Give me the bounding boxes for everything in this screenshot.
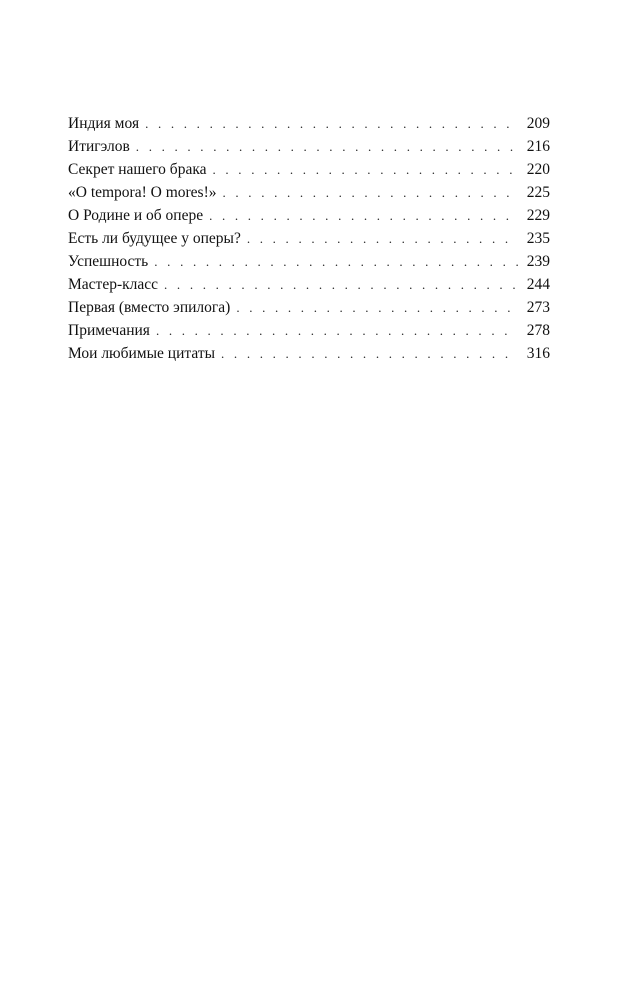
- toc-entry: [68, 204, 550, 227]
- toc-entry: [68, 296, 550, 319]
- toc-entry-title: О Родине и об опере: [68, 207, 204, 224]
- dot-leader: [213, 158, 519, 181]
- dot-leader: [136, 135, 518, 158]
- toc-entry: [68, 158, 550, 181]
- toc-entry-page-number: 216: [526, 138, 550, 155]
- table-of-contents: [68, 112, 550, 365]
- dot-leader: [221, 342, 518, 365]
- toc-entry: [68, 112, 550, 135]
- toc-entry: [68, 181, 550, 204]
- toc-entry: [68, 135, 550, 158]
- toc-entry-page-number: 235: [526, 230, 550, 247]
- dot-leader: [154, 250, 518, 273]
- toc-entry-page-number: 220: [526, 161, 550, 178]
- dot-leader: [145, 112, 518, 135]
- toc-entry-title: Итигэлов: [68, 138, 130, 155]
- toc-entry-page-number: 239: [526, 253, 550, 270]
- toc-entry-title: Индия моя: [68, 115, 140, 132]
- toc-entry: [68, 227, 550, 250]
- toc-entry-title: Успешность: [68, 253, 149, 270]
- dot-leader: [156, 319, 518, 342]
- toc-entry-page-number: 278: [526, 322, 550, 339]
- toc-entry-title: Мастер-класс: [68, 276, 159, 293]
- dot-leader: [164, 273, 518, 296]
- toc-entry-title: «O tempora! O mores!»: [68, 184, 217, 201]
- dot-leader: [247, 227, 518, 250]
- toc-entry-page-number: 273: [526, 299, 550, 316]
- toc-entry: [68, 319, 550, 342]
- toc-entry-page-number: 209: [526, 115, 550, 132]
- toc-entry-page-number: 229: [526, 207, 550, 224]
- toc-entry-title: Секрет нашего брака: [68, 161, 207, 178]
- toc-entry-page-number: 244: [526, 276, 550, 293]
- toc-entry-title: Примечания: [68, 322, 150, 339]
- toc-entry: [68, 250, 550, 273]
- toc-entry: [68, 273, 550, 296]
- dot-leader: [209, 204, 518, 227]
- toc-entry-page-number: 225: [526, 184, 550, 201]
- toc-entry-title: Есть ли будущее у оперы?: [68, 230, 241, 247]
- toc-entry-title: Первая (вместо эпилога): [68, 299, 231, 316]
- dot-leader: [223, 181, 519, 204]
- dot-leader: [236, 296, 518, 319]
- toc-entry: [68, 342, 550, 365]
- toc-entry-title: Мои любимые цитаты: [68, 345, 216, 362]
- toc-entry-page-number: 316: [526, 345, 550, 362]
